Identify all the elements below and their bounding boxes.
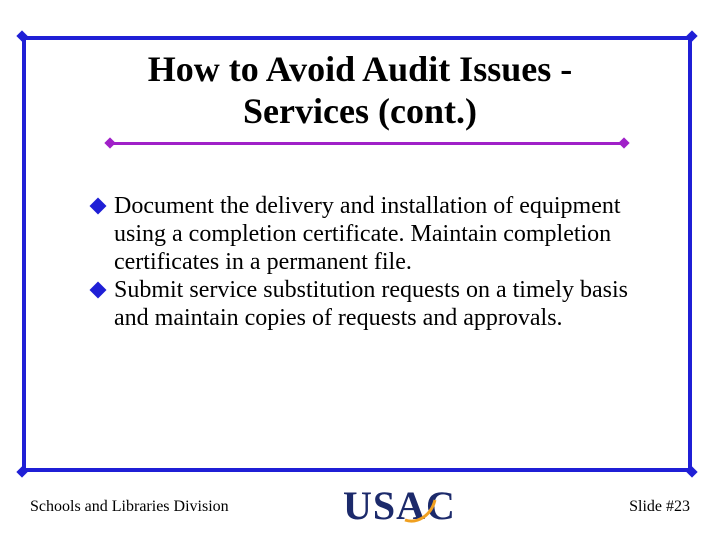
title-divider (110, 142, 624, 145)
bullet-text: Document the delivery and installation of equipment using a completion certificate. Maintain completion certificates in a permanent file. (114, 193, 621, 275)
usac-logo (343, 483, 456, 530)
slide-title (60, 48, 660, 132)
logo-swoosh-icon (395, 494, 439, 526)
bullet-list (92, 192, 632, 332)
title-line-2: Services (cont.) (243, 91, 477, 131)
bullet-item (92, 192, 632, 276)
bullet-text: Submit service substitution requests on a timely basis and maintain copies of requests and approvals. (114, 277, 628, 331)
title-line-1: How to Avoid Audit Issues - (147, 49, 573, 89)
slide-number: Slide #23 (629, 498, 690, 515)
diamond-bullet-icon (90, 282, 107, 299)
logo-text: USAC (343, 483, 456, 528)
diamond-bullet-icon (90, 198, 107, 215)
bullet-item (92, 276, 632, 332)
footer-organization: Schools and Libraries Division (30, 498, 229, 515)
